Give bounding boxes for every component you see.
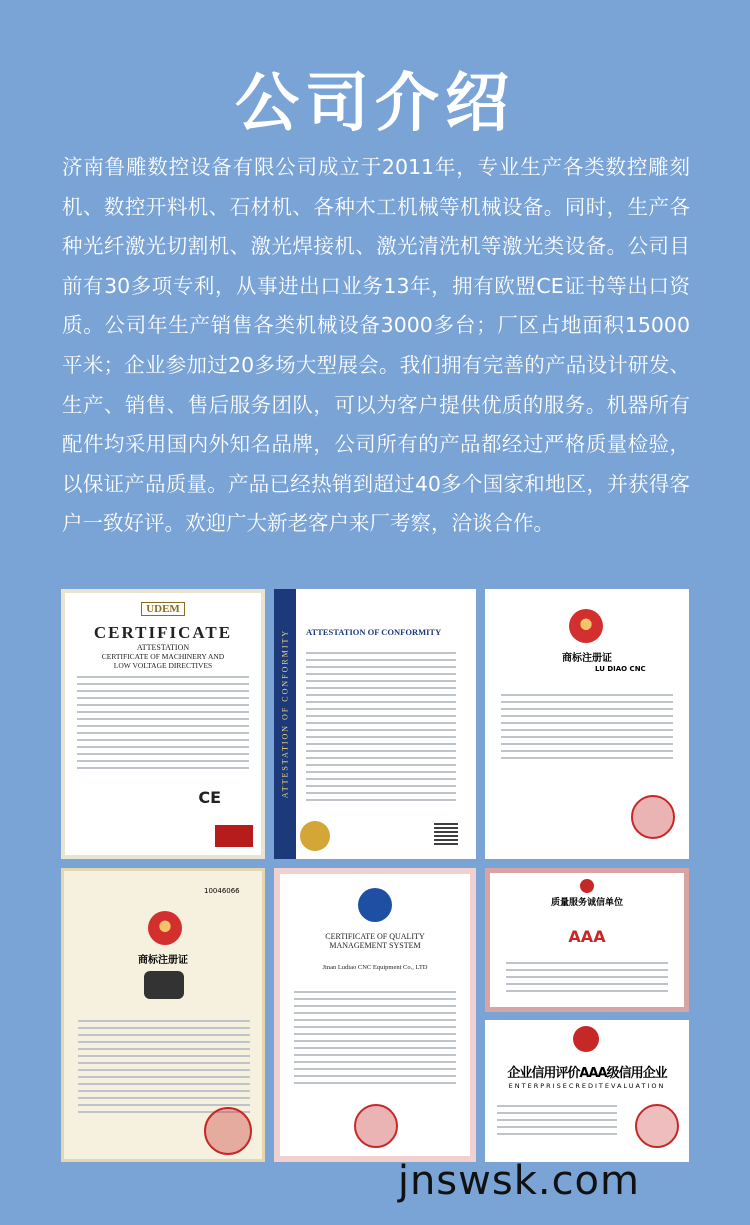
ce-mark: CE	[198, 788, 221, 807]
qms-title-2: MANAGEMENT SYSTEM	[329, 941, 421, 950]
page-title: 公司介绍	[235, 67, 515, 141]
trademark-brand: LU DIAO CNC	[595, 665, 646, 673]
certificate-subtitle-2: LOW VOLTAGE DIRECTIVES	[113, 661, 213, 670]
credit-logo-icon	[573, 1026, 599, 1052]
attestation-of-conformity-certificate	[274, 589, 476, 859]
certificate-number: 10046066	[204, 887, 240, 895]
certification-logo-icon	[358, 888, 392, 922]
quality-management-system-certificate	[274, 868, 476, 1162]
red-seal-icon	[631, 795, 675, 839]
trademark-heading: 商标注册证	[562, 653, 612, 664]
website-watermark: jnswsk.com	[397, 1158, 640, 1204]
credit-heading: 企业信用评价AAA级信用企业	[507, 1066, 667, 1081]
red-seal-icon-2	[204, 1107, 252, 1155]
trademark-registration-certificate-1	[485, 589, 689, 859]
red-seal-icon-3	[354, 1104, 398, 1148]
trademark-registration-certificate-2	[61, 868, 265, 1162]
integrity-rating: AAA	[568, 927, 606, 946]
enterprise-credit-certificate	[485, 1020, 689, 1162]
certificate-subtitle-1: CERTIFICATE OF MACHINERY AND	[101, 652, 225, 661]
certificate-side-label: ATTESTATION OF CONFORMITY	[280, 628, 290, 799]
ce-certificate-udem	[61, 589, 265, 859]
integrity-heading: 质量服务诚信单位	[550, 898, 623, 908]
gold-seal-icon	[300, 821, 330, 851]
qr-code-icon	[434, 821, 458, 845]
attestation-label: ATTESTATION	[136, 643, 190, 652]
udem-logo: UDEM	[141, 602, 185, 616]
qms-title-1: CERTIFICATE OF QUALITY	[325, 932, 425, 941]
quality-service-integrity-certificate	[485, 868, 689, 1012]
qms-company: Jinan Ludiao CNC Equipment Co., LTD	[322, 964, 428, 971]
national-emblem-icon	[569, 609, 603, 643]
national-emblem-icon-2	[148, 911, 182, 945]
udem-seal	[215, 825, 253, 847]
attestation-heading: ATTESTATION OF CONFORMITY	[306, 627, 442, 637]
company-intro-text: 济南鲁雕数控设备有限公司成立于2011年，专业生产各类数控雕刻机、数控开料机、石材机、各种木工机械等机械设备。同时，生产各种光纤激光切割机、激光焊接机、激光清洗机等激光类设备。公司目前有30多项专利，从事进出口业务13年，拥有欧盟CE证书等出口资质。公司年生产销售各类机械设备3000多台；厂区占地面积15000平米；企业参加过20多场大型展会。我们拥有完善的产品设计研发、生产、销售、售后服务团队，可以为客户提供优质的服务。机器所有配件均采用国内外知名品牌，公司所有的产品都经过严格质量检验，以保证产品质量。产品已经热销到超过40多个国家和地区，并获得客户一致好评。欢迎广大新老客户来厂考察，洽谈合作。	[62, 155, 690, 536]
trademark-heading-2: 商标注册证	[138, 955, 188, 966]
credit-subheading: ENTERPRISECREDITEVALUATION	[508, 1082, 666, 1090]
certificate-heading: CERTIFICATE	[93, 623, 233, 642]
brand-logo-icon	[144, 971, 184, 999]
red-seal-icon-4	[635, 1104, 679, 1148]
integrity-logo-icon	[580, 879, 594, 893]
